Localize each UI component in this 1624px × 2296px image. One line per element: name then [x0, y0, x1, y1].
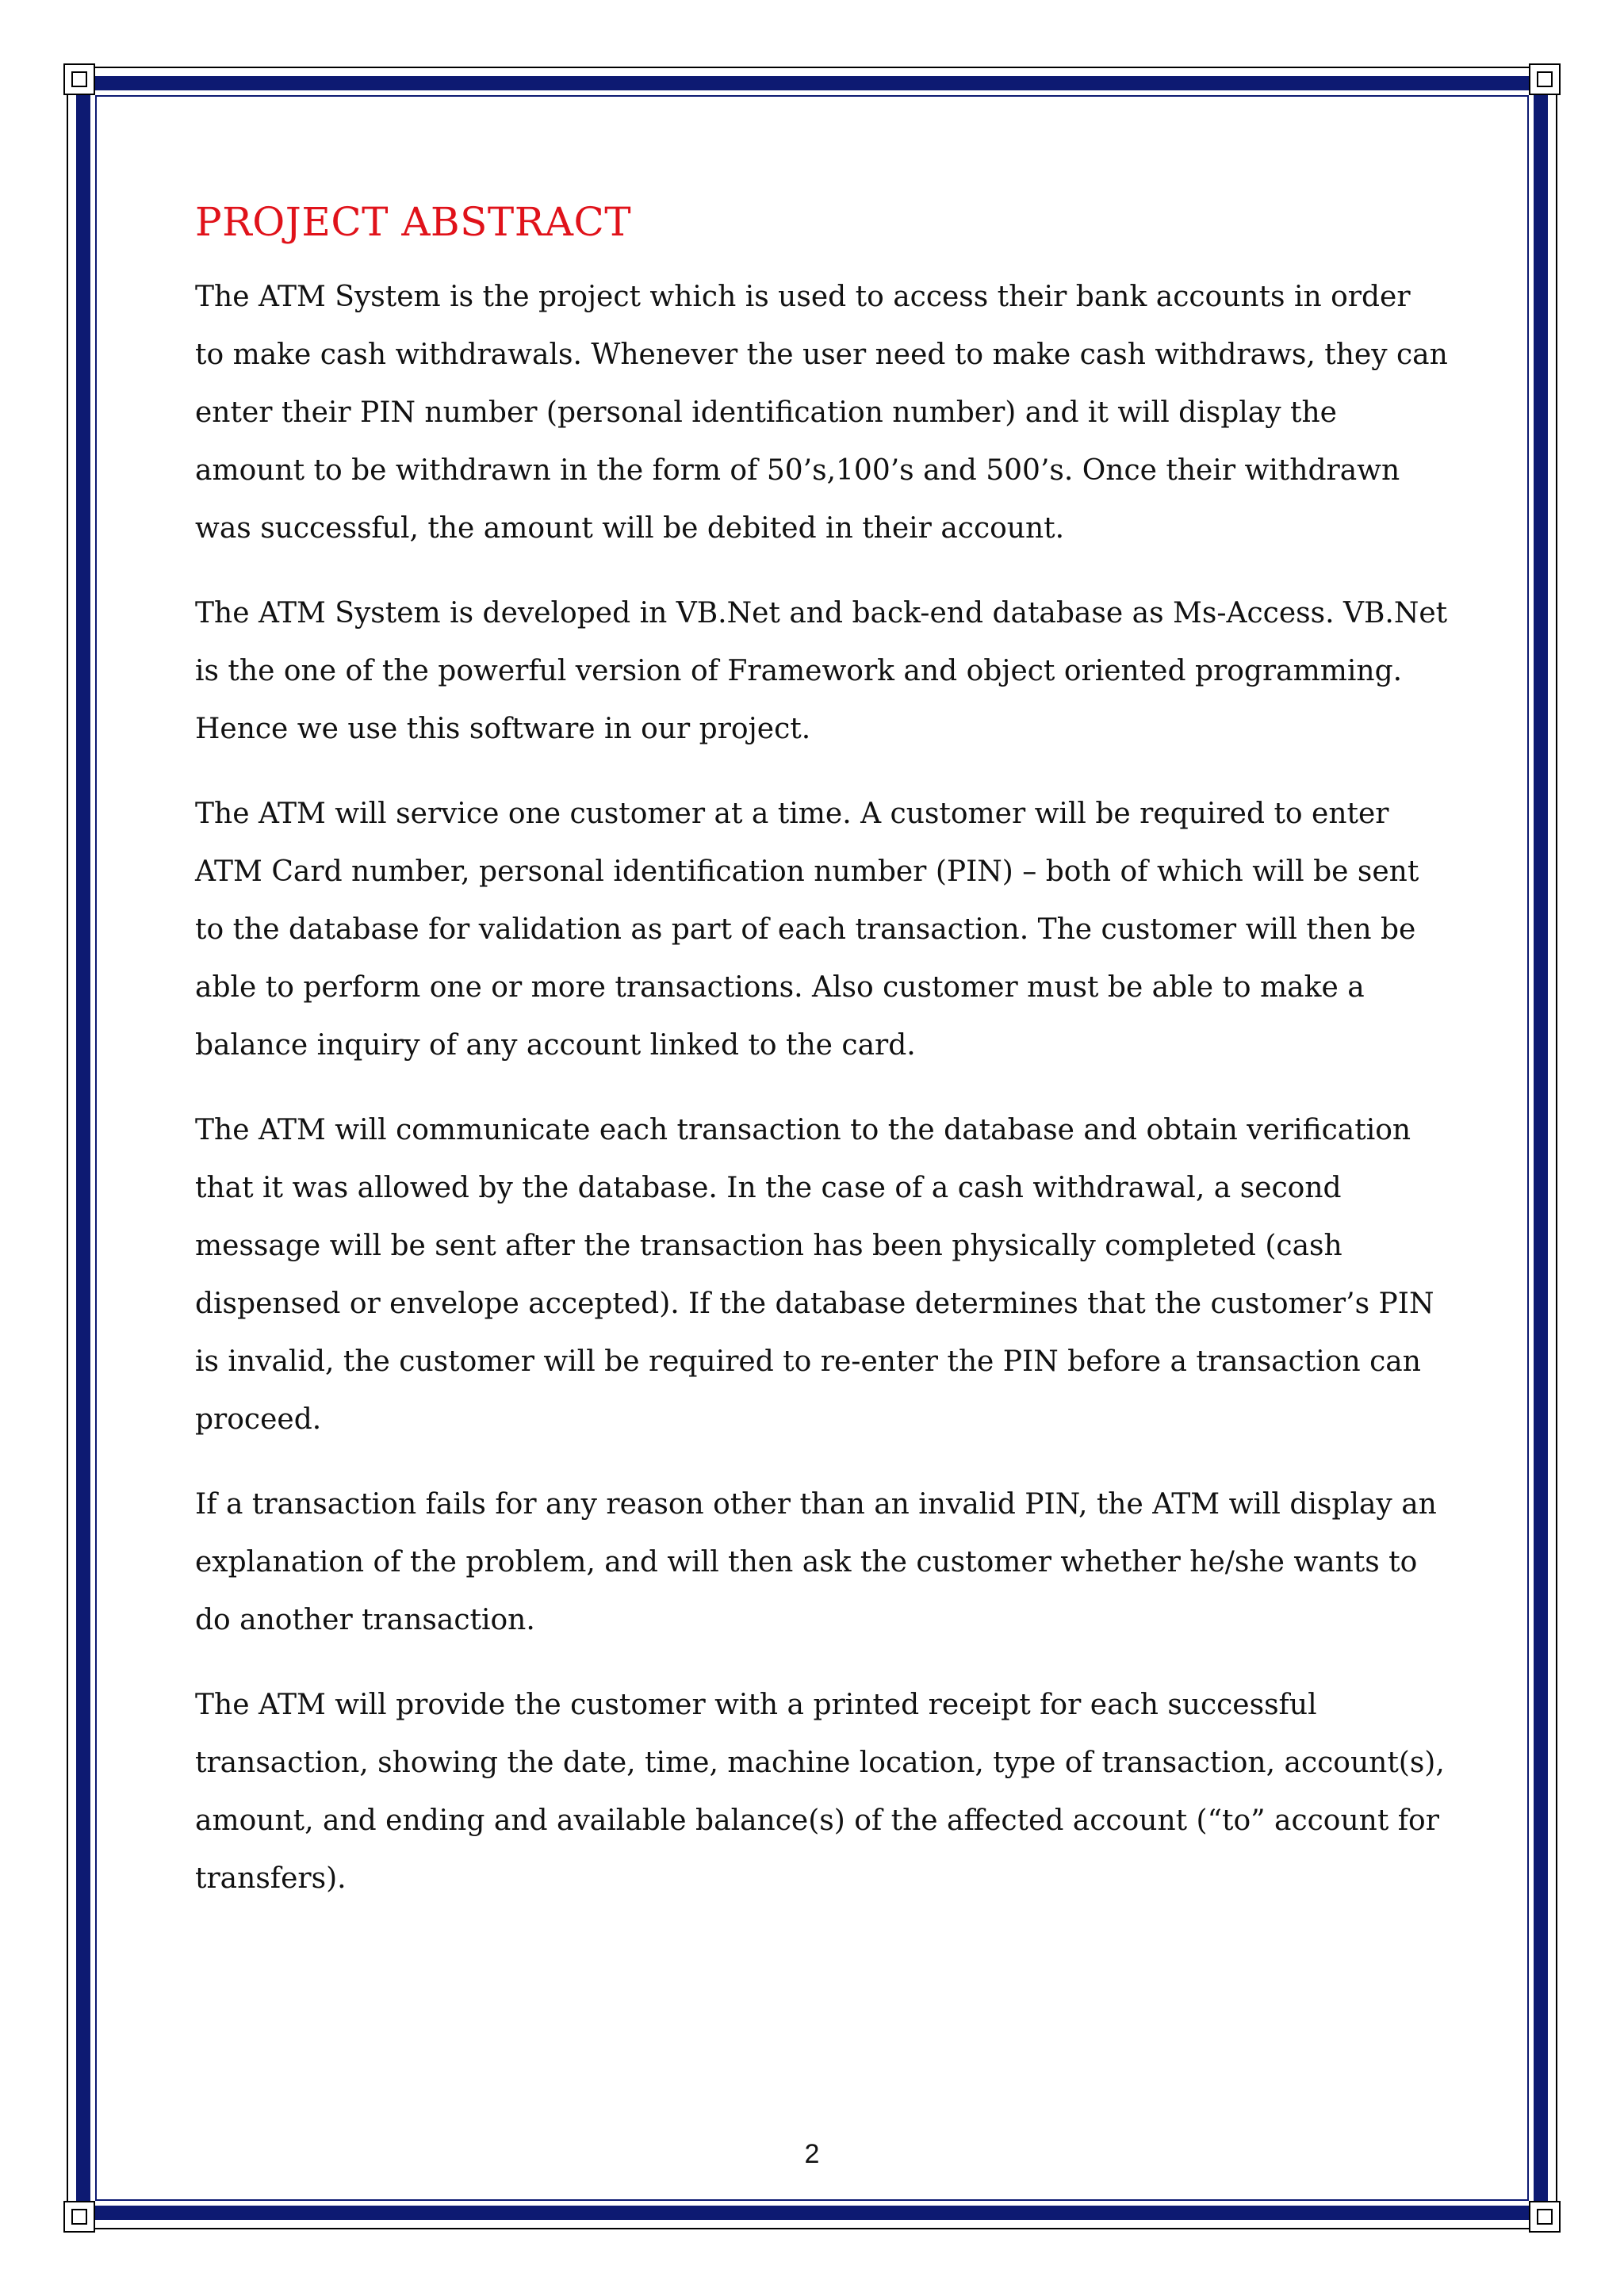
document-body	[195, 190, 1448, 1934]
border-corner-ornament	[63, 63, 95, 95]
paragraph: The ATM will service one customer at a time. A customer will be required to enter ATM Card number, personal identification number (PIN) – both of which will be sent to the database for validation as part of each transaction. The customer will then be able to perform one or more transactions. Also customer must be able to make a balance inquiry of any account linked to the card.	[195, 798, 1419, 1062]
page-number: 2	[804, 2139, 820, 2169]
border-corner-ornament	[1529, 2201, 1561, 2233]
paragraph: The ATM System is developed in VB.Net and back-end database as Ms-Access. VB.Net is the one of the powerful version of Framework and object oriented programming. Hence we use this software in our project.	[195, 597, 1448, 745]
paragraph: If a transaction fails for any reason other than an invalid PIN, the ATM will display an explanation of the problem, and will then ask the customer whether he/she wants to do another transaction.	[195, 1488, 1437, 1636]
paragraph: The ATM System is the project which is used to access their bank accounts in order to make cash withdrawals. Whenever the user need to make cash withdraws, they can enter their PIN number (personal identification number) and it will display the amount to be withdrawn in the form of 50’s,100’s and 500’s. Once their withdrawn was successful, the amount will be debited in their account.	[195, 281, 1448, 545]
border-corner-ornament	[1529, 63, 1561, 95]
border-corner-ornament	[63, 2201, 95, 2233]
paragraph: The ATM will provide the customer with a printed receipt for each successful transaction, showing the date, time, machine location, type of transaction, account(s), amount, and ending and available balance(s) of the affected account (“to” account for transfers).	[195, 1689, 1445, 1895]
page-title: PROJECT ABSTRACT	[195, 199, 632, 245]
paragraph: The ATM will communicate each transaction to the database and obtain verification that it was allowed by the database. In the case of a cash withdrawal, a second message will be sent after the transaction has been physically completed (cash dispensed or envelope accepted). If the database determines that the customer’s PIN is invalid, the customer will be required to re-enter the PIN before a transaction can proceed.	[195, 1114, 1434, 1436]
